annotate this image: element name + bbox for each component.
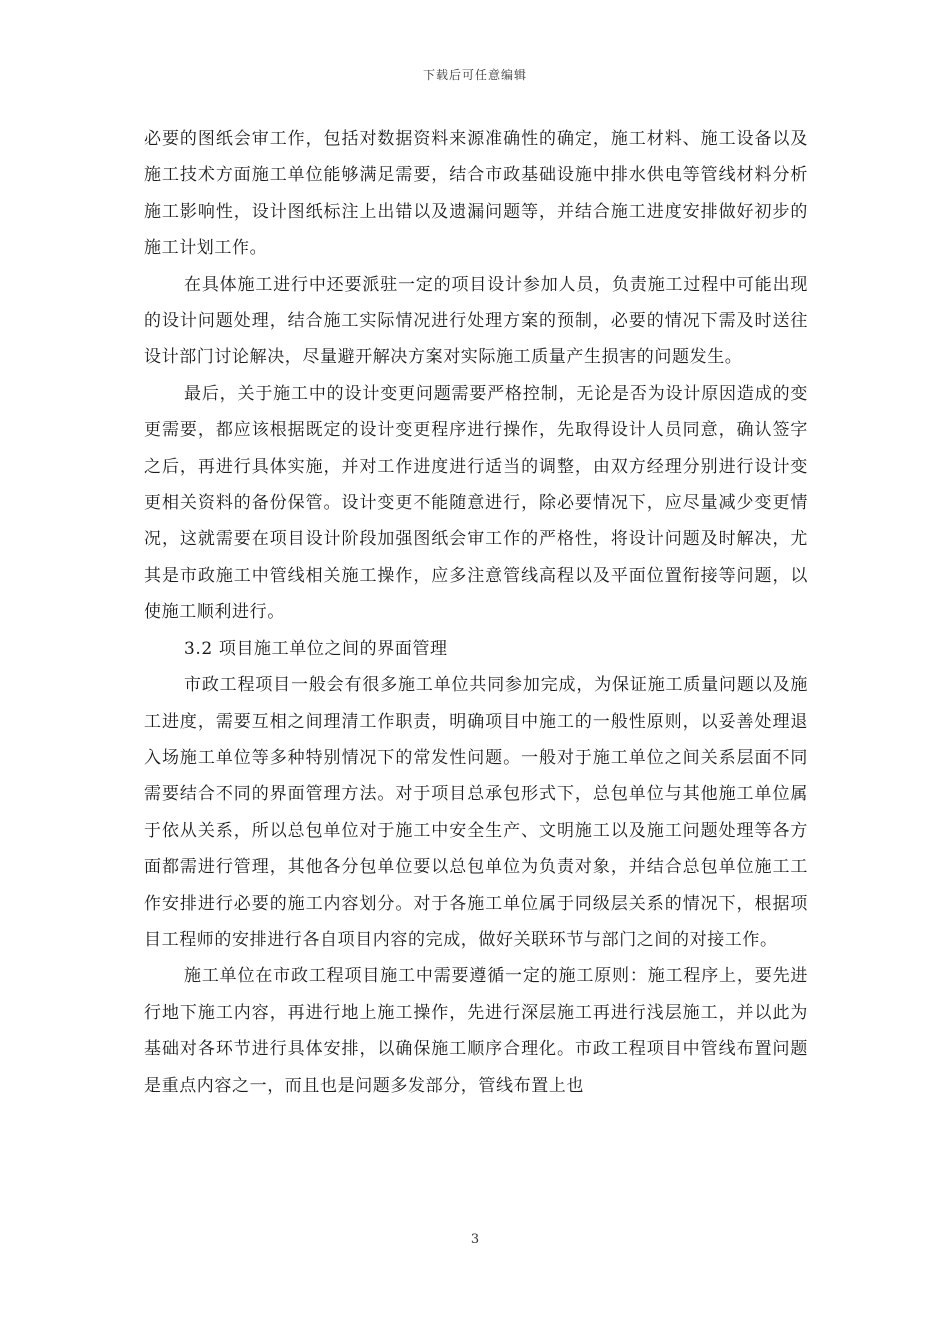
- paragraph-construction-principles: 施工单位在市政工程项目施工中需要遵循一定的施工原则：施工程序上，要先进行地下施工内容，再进行地上施工操作，先进行深层施工再进行浅层施工，并以此为基础对各环节进行具体安排，以确保施工顺序合理化。市政工程项目中管线布置问题是重点内容之一，而且也是问题多发部分，管线布置上也: [144, 966, 808, 1096]
- page-header: 下载后可任意编辑: [422, 68, 527, 82]
- page-number: 3: [470, 1232, 480, 1247]
- document-body: [144, 121, 808, 1104]
- section-heading: 3.2 项目施工单位之间的界面管理: [184, 638, 448, 659]
- paragraph-onsite-design-staff: 在具体施工进行中还要派驻一定的项目设计参加人员，负责施工过程中可能出现的设计问题处理，结合施工实际情况进行处理方案的预制，必要的情况下需及时送往设计部门讨论解决，尽量避开解决方案对实际施工质量产生损害的问题发生。: [144, 274, 808, 368]
- paragraph-design-review: 必要的图纸会审工作，包括对数据资料来源准确性的确定，施工材料、施工设备以及施工技术方面施工单位能够满足需要，结合市政基础设施中排水供电等管线材料分析施工影响性，设计图纸标注上出错以及遗漏问题等，并结合施工进度安排做好初步的施工计划工作。: [144, 129, 808, 259]
- paragraph-design-change-control: 最后，关于施工中的设计变更问题需要严格控制，无论是否为设计原因造成的变更需要，都应该根据既定的设计变更程序进行操作，先取得设计人员同意，确认签字之后，再进行具体实施，并对工作进度进行适当的调整，由双方经理分别进行设计变更相关资料的备份保管。设计变更不能随意进行，除必要情况下，应尽量减少变更情况，这就需要在项目设计阶段加强图纸会审工作的严格性，将设计问题及时解决，尤其是市政施工中管线相关施工操作，应多注意管线高程以及平面位置衔接等问题，以使施工顺利进行。: [144, 383, 808, 623]
- paragraph-interface-management: 市政工程项目一般会有很多施工单位共同参加完成，为保证施工质量问题以及施工进度，需要互相之间理清工作职责，明确项目中施工的一般性原则，以妥善处理退入场施工单位等多种特别情况下的常发性问题。一般对于施工单位之间关系层面不同需要结合不同的界面管理方法。对于项目总承包形式下，总包单位与其他施工单位属于依从关系，所以总包单位对于施工中安全生产、文明施工以及施工问题处理等各方面都需进行管理，其他各分包单位要以总包单位为负责对象，并结合总包单位施工工作安排进行必要的施工内容划分。对于各施工单位属于同级层关系的情况下，根据项目工程师的安排进行各自项目内容的完成，做好关联环节与部门之间的对接工作。: [144, 675, 808, 950]
